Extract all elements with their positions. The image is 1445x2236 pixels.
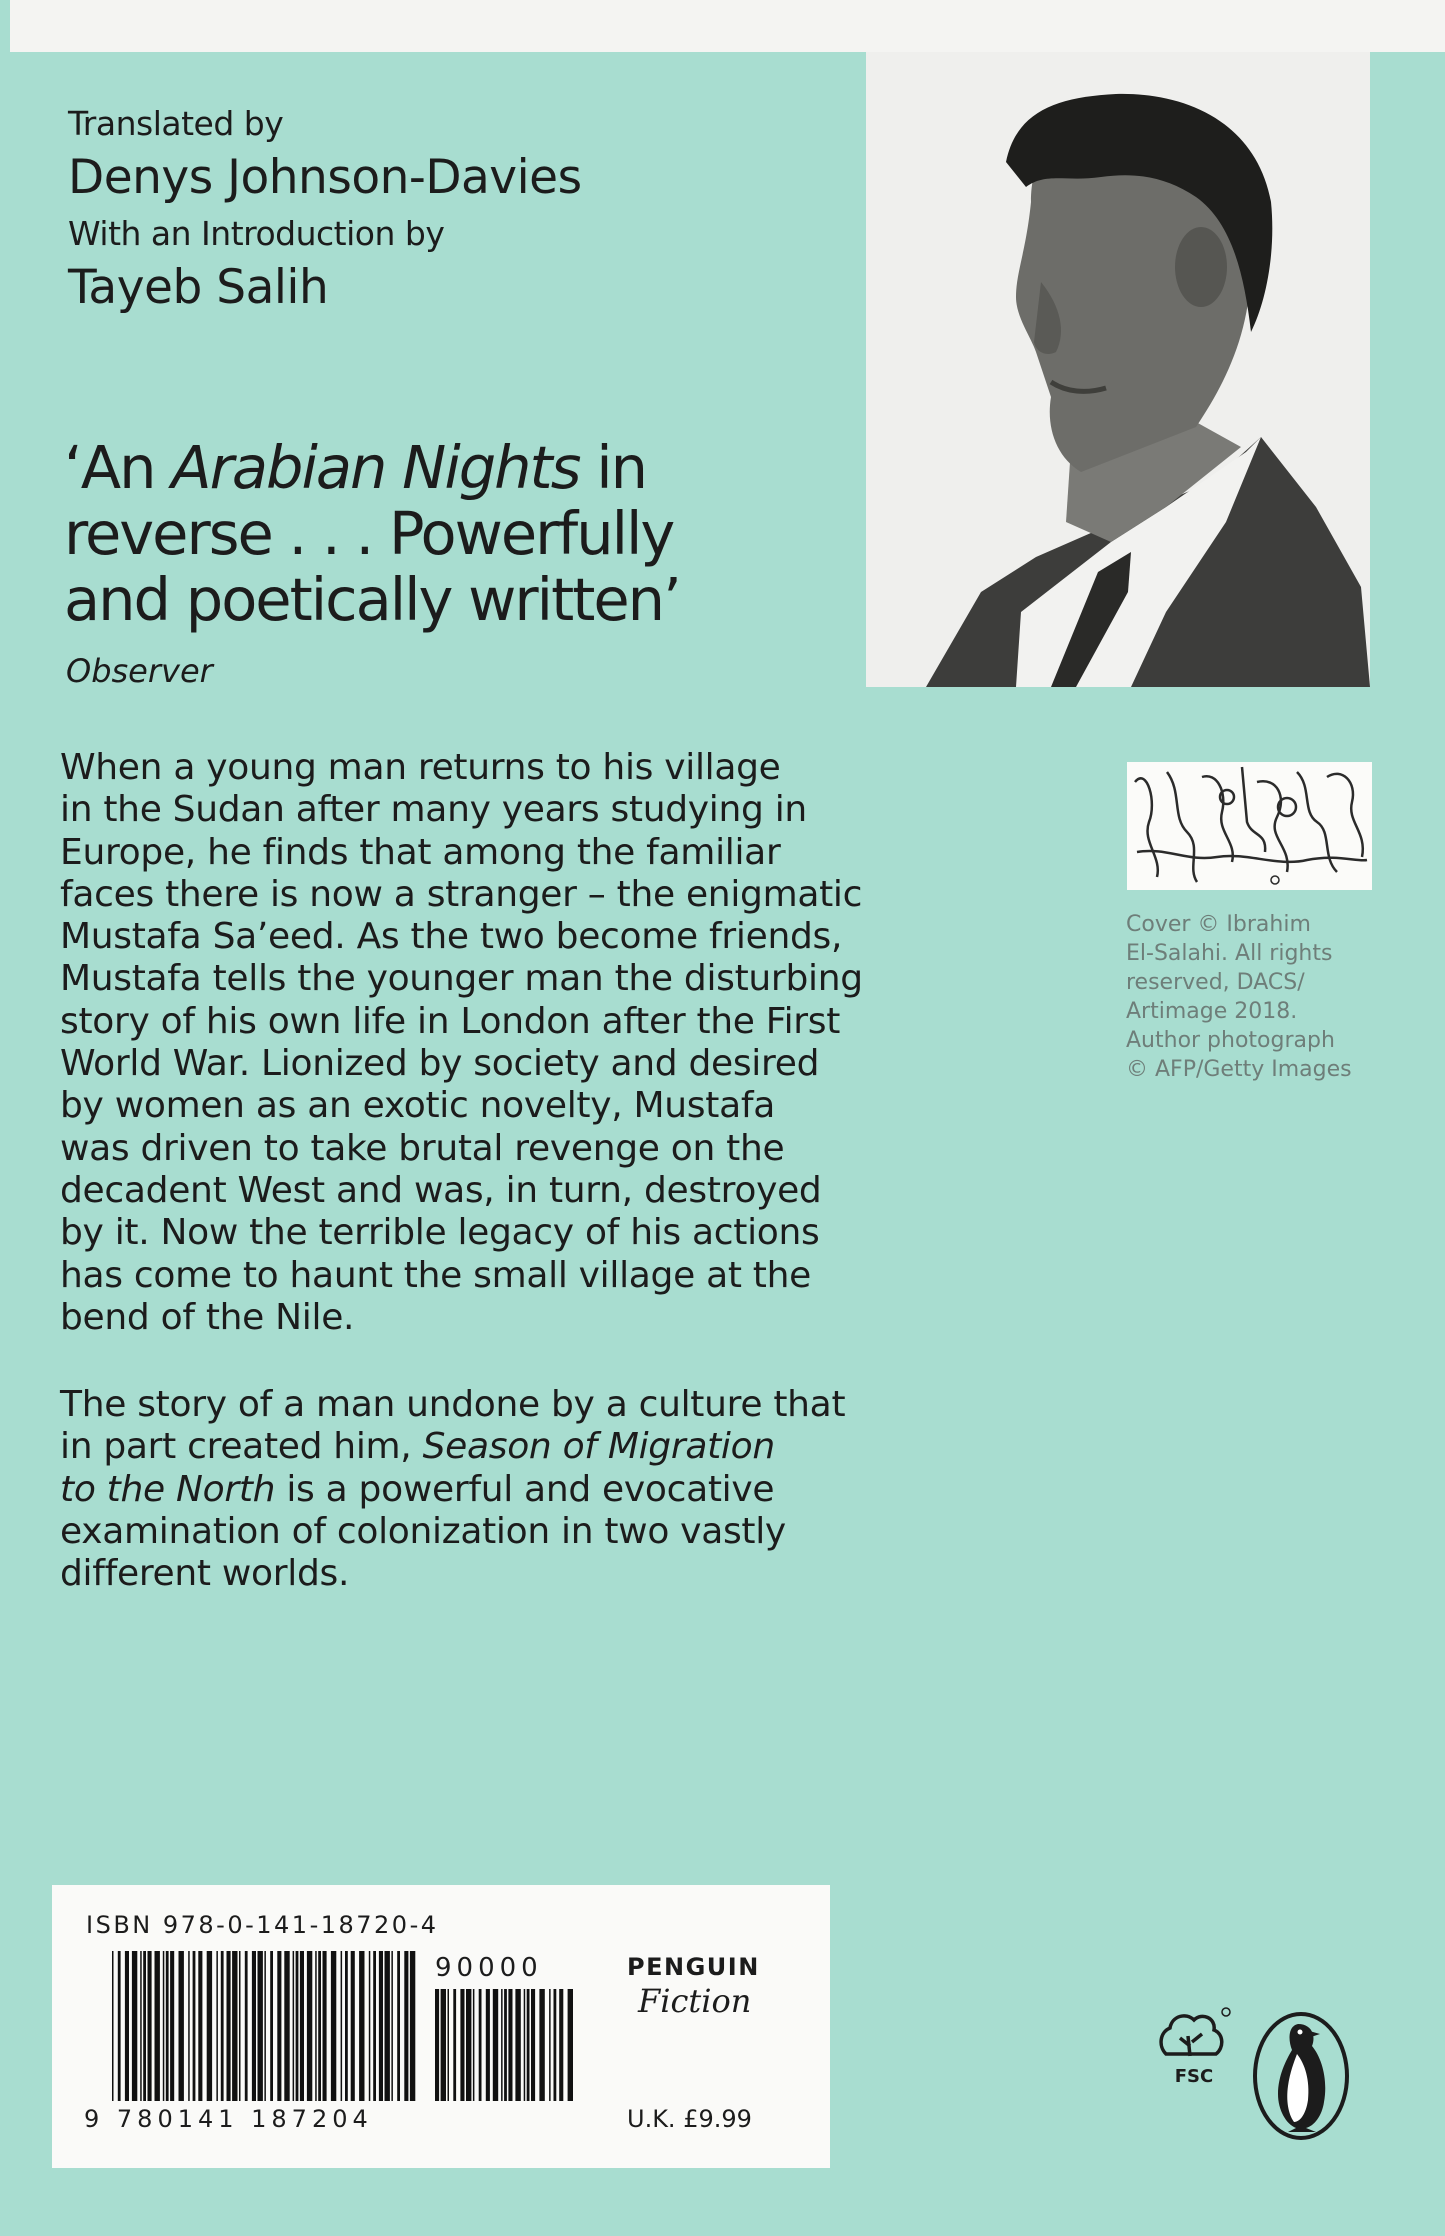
barcode-bar (318, 1951, 321, 2101)
barcode-panel (52, 1885, 830, 2168)
barcode-bar (385, 1951, 390, 2101)
credit-line: © AFP/Getty Images (1126, 1057, 1352, 1083)
barcode-bar (163, 1951, 165, 2101)
blurb-text: The story of a man undone by a culture that (60, 1384, 846, 1425)
barcode-bar (293, 1951, 295, 2101)
blurb-line: by women as an exotic novelty, Mustafa (60, 1085, 775, 1127)
blurb-line: Mustafa Sa’eed. As the two become friends, (60, 916, 843, 958)
credit-line: Author photograph (1126, 1028, 1335, 1054)
barcode-bar (508, 1989, 512, 2101)
book-title-text: to the North (60, 1468, 276, 1510)
review-quote (64, 435, 864, 633)
barcode-bar (460, 1989, 464, 2101)
quote-line (64, 435, 864, 501)
barcode-bar (479, 1989, 482, 2101)
barcode-bar (170, 1951, 174, 2101)
barcode-bar (549, 1989, 551, 2101)
ean-digits: 9 780141 187204 (84, 2105, 373, 2133)
blurb-line: decadent West and was, in turn, destroyed (60, 1169, 822, 1211)
barcode-bar (539, 1989, 544, 2101)
page-edge (0, 0, 10, 52)
barcode-bar (188, 1951, 190, 2101)
barcode-bar (270, 1951, 273, 2101)
barcode-bar (296, 1951, 299, 2101)
barcode-bar (252, 1951, 256, 2101)
barcode-bar (373, 1951, 376, 2101)
barcode-bar (232, 1951, 237, 2101)
barcode-bar (239, 1951, 241, 2101)
barcode-bar (221, 1951, 224, 2101)
blurb-text: different worlds. (60, 1553, 350, 1595)
barcode-bar (568, 1989, 573, 2101)
barcode-bar (554, 1989, 557, 2101)
blurb-paragraph-1 (60, 747, 863, 1339)
barcode-bar (118, 1951, 121, 2101)
barcode-bar (245, 1951, 248, 2101)
quote-italic-text: Arabian Nights (171, 433, 580, 502)
blurb-line (60, 1426, 860, 1468)
quote-text: reverse . . . Powerfully (64, 499, 674, 569)
author-photo (866, 52, 1370, 687)
barcode-bar (216, 1951, 218, 2101)
addon-digits: 90000 (435, 1953, 543, 1983)
credit-line: reserved, DACS/ (1126, 970, 1305, 996)
blurb-line: in the Sudan after many years studying in (60, 789, 807, 831)
barcode-bar (448, 1989, 450, 2101)
barcode-bar (453, 1989, 456, 2101)
category-label: Fiction (638, 1982, 752, 2020)
barcode-bar (112, 1951, 114, 2101)
barcode-bar (227, 1951, 231, 2101)
credit-line: Cover © Ibrahim (1126, 912, 1311, 937)
barcode-bar (527, 1989, 530, 2101)
barcode-bar (300, 1951, 304, 2101)
blurb-line: Europe, he finds that among the familiar (60, 831, 781, 873)
barcode-bar (524, 1989, 526, 2101)
blurb-text: examination of colonization in two vastly (60, 1510, 786, 1552)
blurb-line (60, 1469, 860, 1511)
barcode-bar (166, 1951, 169, 2101)
barcode-bar (466, 1989, 471, 2101)
barcode-bar (504, 1989, 507, 2101)
credit-line: Artimage 2018. (1126, 999, 1298, 1025)
blurb-line: story of his own life in London after the First (60, 1000, 841, 1042)
fsc-label: FSC (1174, 2066, 1214, 2086)
barcode-bar (435, 1989, 439, 2101)
author-portrait-image (866, 52, 1370, 687)
blurb-line: has come to haunt the small village at the (60, 1254, 811, 1296)
barcode-bar (143, 1951, 146, 2101)
barcode-bar (284, 1951, 289, 2101)
image-credits (1126, 910, 1386, 1084)
barcode-bar (331, 1951, 336, 2101)
translator-name: Denys Johnson-Davies (68, 150, 582, 205)
blurb-line: by it. Now the terrible legacy of his actions (60, 1212, 820, 1254)
cover-art-image (1127, 762, 1372, 890)
blurb-line (60, 1553, 860, 1595)
blurb-line: When a young man returns to his village (60, 747, 781, 788)
quote-text: in (579, 433, 646, 502)
barcode-bar (559, 1989, 563, 2101)
cover-art-thumbnail (1127, 762, 1372, 890)
blurb-line: was driven to take brutal revenge on the (60, 1127, 785, 1169)
barcode-bar (193, 1951, 196, 2101)
barcode-bar (493, 1989, 498, 2101)
barcode-bar (369, 1951, 371, 2101)
publisher-label: PENGUIN (627, 1953, 760, 1981)
barcode-bar (258, 1951, 263, 2101)
barcode-bar (315, 1951, 317, 2101)
barcode-bar (397, 1951, 400, 2101)
book-title-text: Season of Migration (422, 1426, 775, 1468)
blurb-line: faces there is now a stranger – the enigmatic (60, 873, 863, 915)
barcode-bar (125, 1951, 129, 2101)
blurb-line: World War. Lionized by society and desired (60, 1043, 820, 1085)
barcode-bar (345, 1951, 348, 2101)
blurb-paragraph-2 (60, 1384, 860, 1595)
quote-line (64, 501, 864, 567)
barcode-bar (179, 1951, 184, 2101)
barcode-bar (391, 1951, 393, 2101)
quote-text: ‘An (64, 433, 172, 502)
blurb-text: in part created him, (60, 1426, 423, 1468)
price-label: U.K. £9.99 (627, 2105, 752, 2133)
barcode-bar (207, 1951, 212, 2101)
barcode-bar (379, 1951, 383, 2101)
introduction-label: With an Introduction by (68, 214, 445, 253)
barcode-bar (307, 1951, 312, 2101)
barcode-bar (264, 1951, 266, 2101)
barcode-bar (486, 1989, 490, 2101)
penguin-icon (1252, 2010, 1350, 2142)
barcode-icon (112, 1951, 417, 2101)
blurb-line (60, 1384, 860, 1426)
barcode-bar (341, 1951, 343, 2101)
barcode-bar (323, 1951, 327, 2101)
barcode-bar (410, 1951, 415, 2101)
barcode-bar (132, 1951, 137, 2101)
credits-block (68, 104, 582, 327)
fsc-tree-icon (1154, 2006, 1232, 2086)
barcode-bar (473, 1989, 475, 2101)
quote-source: Observer (66, 652, 213, 690)
translated-by-label: Translated by (68, 104, 284, 143)
barcode-bar (501, 1989, 503, 2101)
barcode-bar (198, 1951, 202, 2101)
barcode-bar (515, 1989, 520, 2101)
barcode-bar (531, 1989, 535, 2101)
barcode-bar (277, 1951, 281, 2101)
barcode-bar (140, 1951, 142, 2101)
credit-line: El-Salahi. All rights (1126, 941, 1333, 967)
barcode-bar (351, 1951, 355, 2101)
blurb-line: bend of the Nile. (60, 1296, 355, 1338)
barcode-bar (155, 1951, 160, 2101)
barcode-bar (404, 1951, 408, 2101)
barcode-bar (148, 1951, 152, 2101)
isbn-text: ISBN 978-0-141-18720-4 (86, 1911, 439, 1939)
barcode-bar (441, 1989, 446, 2101)
barcode-bar (359, 1951, 364, 2101)
quote-line (64, 567, 864, 633)
introducer-name: Tayeb Salih (68, 260, 329, 315)
quote-text: and poetically written’ (64, 565, 680, 635)
blurb-line: Mustafa tells the younger man the disturbing (60, 958, 863, 1000)
addon-barcode-icon (435, 1989, 575, 2101)
blurb-text: is a powerful and evocative (275, 1468, 775, 1510)
blurb-line (60, 1511, 860, 1553)
